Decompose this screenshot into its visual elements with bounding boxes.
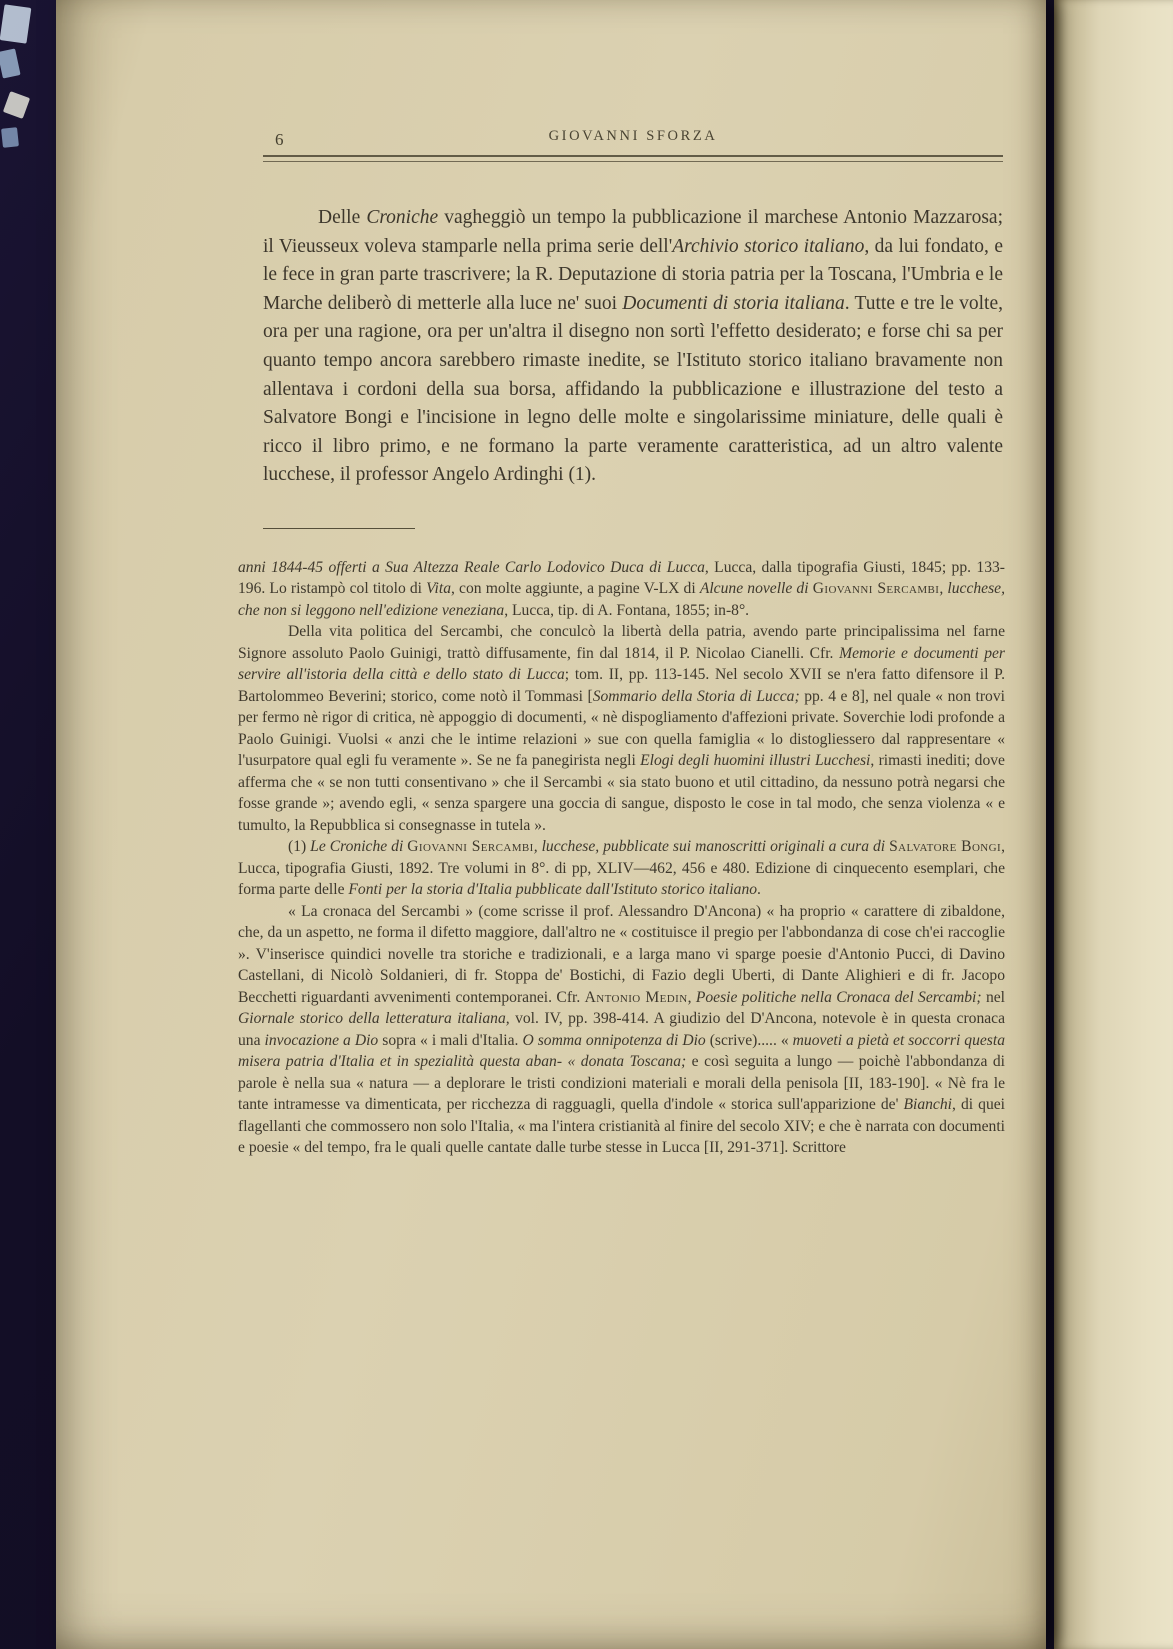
italic-text: , lucchese, pubblicate sui manoscritti originali a cura di: [533, 838, 890, 856]
italic-text: muoveti a pietà et soccorri questa misera patria d'Italia et in spezialità questa aban- « donata Toscana;: [238, 1031, 1006, 1071]
paragraph: [263, 204, 1003, 490]
text-run: , Lucca, tip. di A. Fontana, 1855; in-8°.: [504, 601, 750, 619]
text-run: . Tutte e tre le volte, ora per una ragione, ora per un'altra il disegno non sortì l'effetto desiderato; e forse chi sa per quanto tempo ancora sarebbero rimaste inedite, se l'Istituto storico italiano bravamente non allentava i cordoni della sua borsa, affidando la pubblicazione e illustrazione del testo a Salvatore Bongi e l'incisione in legno delle molte e singolarissime miniature, delle quali è ricco il libro primo, e ne formano la parte veramente caratteristica, ad un altro valente lucchese, il professor Angelo Ardinghi (1).: [263, 292, 1003, 486]
paper-fragment: [3, 91, 30, 119]
italic-text: invocazione a Dio: [264, 1031, 379, 1049]
text-run: vagheggiò un tempo la pubblicazione il marchese Antonio Mazzarosa; il Vieusseux voleva stamparle nella prima serie dell': [263, 207, 1003, 257]
text-run: ; tom. II, pp. 113-145. Nel secolo XVII se n'era fatto difensore il P. Bartolommeo Beverini; storico, come notò il Tommasi [: [238, 666, 1005, 705]
text-run: , di quei flagellanti che commossero non solo l'Italia, « ma l'intera cristianità al finire del secolo XIV; e che è narrata con documenti e poesie « del tempo, fra le quali quelle cantate dalle turbe stesse in Lucca [II, 291-371]. Scrittore: [238, 1096, 1005, 1157]
italic-text: Giornale storico della letteratura italiana,: [238, 1010, 510, 1028]
italic-text: Le Croniche di: [310, 838, 408, 856]
text-run: (scrive)..... «: [705, 1031, 793, 1049]
italic-text: Archivio storico italiano: [672, 235, 865, 257]
paper-fragment: [0, 4, 31, 43]
paper-fragment: [0, 48, 21, 78]
page-header: [263, 128, 1003, 162]
italic-text: Fonti per la storia d'Italia pubblicate dall'Istituto storico italiano: [348, 881, 758, 899]
italic-text: Documenti di storia italiana: [622, 292, 845, 314]
italic-text: anni 1844-45 offerti a Sua Altezza Reale Carlo Lodovico Duca di Lucca: [238, 558, 705, 576]
italic-text: Vita: [426, 580, 451, 598]
smallcaps-name: Antonio Medin: [584, 988, 688, 1006]
text-run: pp. 4 e 8], nel quale « non trovi per fermo nè rigor di critica, nè appoggio di documenti, « nè dispogliamento d'affezioni private. Soverchie lodi profonde a Paolo Guinigi. Vuolsi « anzi che le intime relazioni » sue con quella famiglia « lo distogliessero dal rappresentare « l'usurpatore qual egli fu veramente ». Se ne fa panegirista negli: [238, 687, 1005, 770]
text-column: [263, 128, 1003, 490]
text-run: ,: [687, 988, 696, 1006]
smallcaps-name: Giovanni Sercambi: [407, 838, 534, 856]
paragraph: [238, 557, 1005, 622]
smallcaps-name: Salvatore Bongi: [889, 838, 1002, 856]
next-page-edge: [1054, 0, 1173, 1649]
italic-text: Bianchi: [903, 1096, 952, 1114]
paragraph: [238, 621, 1005, 836]
italic-text: Alcune novelle di: [699, 580, 813, 598]
text-run: , con molte aggiunte, a pagine V-LX di: [451, 580, 700, 598]
text-run: sopra « i mali d'Italia.: [378, 1031, 523, 1049]
footnotes: [238, 557, 1005, 1159]
smallcaps-name: Giovanni Sercambi: [812, 580, 940, 598]
book-page: [56, 0, 1046, 1649]
text-run: nel: [981, 988, 1006, 1006]
text-run: , Lucca, dalla tipografia Giusti, 1845; pp. 133-196. Lo ristampò col titolo di: [238, 558, 1005, 598]
main-text: [263, 204, 1003, 490]
text-run: Della vita politica del Sercambi, che conculcò la libertà della patria, avendo parte principalissima nel farne Signore assoluto Paolo Guinigi, trattò diffusamente, fin dal 1814, il P. Nicolao Cianelli. Cfr.: [238, 623, 1005, 662]
running-header: GIOVANNI SFORZA: [548, 128, 718, 144]
text-run: Delle: [318, 207, 367, 228]
italic-text: O somma onnipotenza di Dio: [522, 1031, 706, 1049]
text-run: , da lui fondato, e le fece in gran parte trascrivere; la R. Deputazione di storia patria per la Toscana, l'Umbria e le Marche deliberò di metterle alla luce ne' suoi: [263, 235, 1003, 314]
text-run: e così seguita a lungo — poichè l'abbondanza di parole è nella sua « natura — a deplorare le tristi condizioni materiali e morali della penisola [II, 183-190]. « Nè fra le tante intramesse va dimenticata, per ricchezza di ragguagli, quella d'indole « storica sull'apparizione de': [238, 1053, 1006, 1114]
text-run: .: [757, 881, 761, 899]
text-run: (1): [288, 838, 311, 856]
text-run: , Lucca, tipografia Giusti, 1892. Tre volumi in 8°. di pp, XLIV—462, 456 e 480. Edizione di cinquecento esemplari, che forma parte delle: [238, 838, 1005, 899]
italic-text: Croniche: [366, 207, 439, 228]
italic-text: Memorie e documenti per servire all'istoria della città e dello stato di Lucca: [238, 644, 1005, 684]
page-number: 6: [275, 130, 284, 149]
text-run: « La cronaca del Sercambi » (come scrisse il prof. Alessandro D'Ancona) « ha proprio « carattere di zibaldone, che, da un aspetto, ne forma il difetto maggiore, dall'altro ne « costituisce il pregio per l'abbondanza di cose ch'ei raccoglie ». V'inserisce quindici novelle tra storiche e tradizionali, e a larga mano vi sparge poesie d'Antonio Pucci, di Davino Castellani, di Nicolò Soldanieri, di fr. Stoppa de' Bostichi, di Fazio degli Uberti, di Dante Alighieri e di fr. Jacopo Becchetti riguardanti avvenimenti contemporanei. Cfr.: [238, 902, 1005, 1006]
header-rule: [263, 155, 1003, 162]
text-run: , rimasti inediti; dove afferma che « se non tutti consentivano » che il Sercambi « sia stato buono et util cittadino, da nessuno potrà negarsi che fosse grande »; avendo egli, « senza spargere una goccia di sangue, disposto le cose in tal modo, che senza violenza « e tumulto, la Repubblica si consegnasse in tutela ».: [238, 752, 1005, 834]
text-run: vol. IV, pp. 398-414. A giudizio del D'Ancona, notevole è in questa cronaca una: [238, 1010, 1005, 1049]
paper-fragment: [1, 127, 19, 148]
italic-text: Sommario della Storia di Lucca;: [592, 687, 800, 705]
italic-text: Elogi degli huomini illustri Lucchesi: [640, 752, 871, 770]
paragraph: [238, 836, 1005, 901]
italic-text: Poesie politiche nella Cronaca del Sercambi;: [695, 988, 982, 1006]
footnote-separator: [263, 528, 415, 529]
paragraph: [238, 901, 1005, 1159]
italic-text: , lucchese, che non si leggono nell'edizione veneziana: [238, 580, 1005, 619]
